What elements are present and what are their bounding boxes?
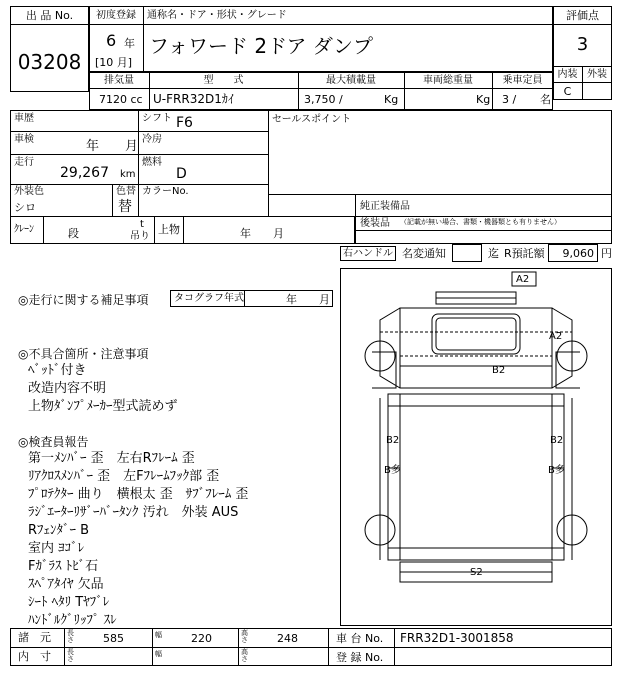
crane-stage: 段 xyxy=(68,227,79,240)
max-load-value: 3,750 / xyxy=(304,93,343,106)
exterior-label: 外装 xyxy=(587,69,607,80)
height-value: 248 xyxy=(277,632,298,645)
fuel-value: D xyxy=(176,166,187,182)
due-label: 迄 xyxy=(488,247,499,260)
ext-color-label: 外装色 xyxy=(14,186,44,197)
mark-front-right: A2 xyxy=(549,331,563,342)
inner-dims-label: 内 寸 xyxy=(18,650,51,663)
gross-weight-label: 車両総重量 xyxy=(423,75,473,86)
inspection-label: 車検 xyxy=(14,134,34,145)
height-label: 高さ xyxy=(241,629,248,644)
aftermarket-label: 後装品 xyxy=(360,218,390,229)
ac-label: 冷房 xyxy=(142,134,162,145)
history-label: 車歴 xyxy=(14,113,34,124)
sales-point-label: セールスポイント xyxy=(272,114,352,125)
interior-label: 内装 xyxy=(557,69,578,80)
shift-label: シフト xyxy=(142,113,172,124)
score-label: 評価点 xyxy=(566,9,599,22)
name-change-label: 名変通知 xyxy=(402,247,446,260)
lot-label: 出 品 No. xyxy=(25,9,74,22)
inspector-line: ﾗｼﾞｴｰﾀｰﾘｻﾞｰﾊﾞｰﾀﾝｸ 汚れ 外装 AUS xyxy=(28,505,239,520)
model-name: フォワード 2ドア ダンプ xyxy=(149,34,374,58)
driving-notes-title: ◎走行に関する補足事項 xyxy=(18,293,149,307)
upper-label: 上物 xyxy=(158,223,180,236)
inspector-line: ﾌﾟﾛﾃｸﾀｰ 曲り 横根太 歪 ｻﾌﾞﾌﾚｰﾑ 歪 xyxy=(28,487,249,502)
reg-year-unit: 年 xyxy=(124,37,135,50)
inspector-line: 第一ﾒﾝﾊﾞｰ 歪 左右Rﾌﾚｰﾑ 歪 xyxy=(28,451,195,466)
dims-label: 諸 元 xyxy=(18,631,51,644)
crane-hang: 吊り xyxy=(130,231,150,242)
defects-title: ◎不具合箇所・注意事項 xyxy=(18,347,149,361)
fuel-label: 燃料 xyxy=(142,157,162,168)
lot-number: 03208 xyxy=(17,50,82,74)
inner-height-label: 高さ xyxy=(241,648,248,663)
mark-cab-center: B2 xyxy=(492,365,506,376)
aftermarket-note: （記載が無い場合、書類・機器類とも有りません） xyxy=(400,218,561,226)
inspection-value: 年 月 xyxy=(86,139,139,154)
inspector-title: ◎検査員報告 xyxy=(18,435,89,449)
inspector-line: Fｶﾞﾗｽ ﾄﾋﾞ石 xyxy=(28,559,99,574)
tacho-label: タコグラフ年式 xyxy=(174,293,244,304)
chassis-number: FRR32D1-3001858 xyxy=(400,631,514,645)
upper-date: 年 月 xyxy=(240,227,284,240)
mileage-value: 29,267 xyxy=(60,165,109,181)
capacity-unit: 名 xyxy=(540,93,551,106)
reg-year: 6 xyxy=(106,31,117,50)
reg-month: [10 月] xyxy=(95,56,133,69)
inner-width-label: 幅 xyxy=(155,650,162,658)
name-change-box xyxy=(452,244,482,262)
tacho-date: 年 月 xyxy=(286,293,330,306)
ext-color: シロ xyxy=(14,201,36,214)
color-change-label: 色替 xyxy=(116,186,136,197)
mileage-label: 走行 xyxy=(14,157,34,168)
displacement-value: 7120 cc xyxy=(99,93,143,106)
color-change: 替 xyxy=(118,199,132,215)
capacity-value: 3 / xyxy=(502,93,517,106)
inspector-line: ﾘｱｸﾛｽﾒﾝﾊﾞｰ 歪 左Fﾌﾚｰﾑﾌｯｸ部 歪 xyxy=(28,469,220,484)
inspector-line: ｼｰﾄ ﾍﾀﾘ Tﾔﾌﾞﾚ xyxy=(28,595,110,610)
type-code: U-FRR32D1ｶｲ xyxy=(153,92,234,106)
rhd-label: 右ハンドル xyxy=(343,248,393,259)
mark-left-lower: B多 xyxy=(384,465,401,476)
capacity-label: 乗車定員 xyxy=(502,75,543,86)
inspector-line: ｽﾍﾟｱﾀｲﾔ 欠品 xyxy=(28,577,104,592)
r-deposit-label: R預託額 xyxy=(504,247,545,260)
defect-line: 改造内容不明 xyxy=(28,381,107,396)
inspector-line: 室内 ﾖｺﾞﾚ xyxy=(28,541,85,556)
max-load-unit: Kg xyxy=(384,93,399,106)
color-no-label: カラーNo. xyxy=(142,186,189,197)
mark-rear: S2 xyxy=(470,567,483,578)
reg-no-label: 登 録 No. xyxy=(336,651,384,664)
chassis-label: 車 台 No. xyxy=(336,632,384,645)
width-label: 幅 xyxy=(155,631,162,639)
defect-line: 上物ﾀﾞﾝﾌﾟﾒｰｶｰ型式読めず xyxy=(28,399,178,414)
gross-weight-unit: Kg xyxy=(476,93,491,106)
mark-right-mid: B2 xyxy=(550,435,564,446)
displacement-label: 排気量 xyxy=(104,75,134,86)
score-value: 3 xyxy=(576,34,589,55)
r-deposit-unit: 円 xyxy=(601,247,612,260)
crane-ton: t xyxy=(140,219,144,230)
mark-top-box: A2 xyxy=(516,274,530,285)
shift-value: F6 xyxy=(176,115,193,131)
mark-left-mid: B2 xyxy=(386,435,400,446)
r-deposit-amount: 9,060 xyxy=(562,247,594,260)
mileage-unit: km xyxy=(120,169,136,180)
reg-label: 初度登録 xyxy=(96,10,136,21)
crane-label: ｸﾚｰﾝ xyxy=(14,224,34,235)
mark-right-lower: B多 xyxy=(548,465,565,476)
name-label: 通称名・ドア・形状・グレード xyxy=(147,10,287,21)
std-equipment-label: 純正装備品 xyxy=(360,201,410,212)
inspector-line: ﾊﾝﾄﾞﾙｸﾞﾘｯﾌﾟ ｽﾚ xyxy=(28,613,117,628)
defect-line: ﾍﾞｯﾄﾞ付き xyxy=(28,363,87,378)
length-label: 長さ xyxy=(67,629,74,644)
width-value: 220 xyxy=(191,632,212,645)
interior-grade: C xyxy=(563,85,572,98)
inspector-line: Rﾌｪﾝﾀﾞｰ B xyxy=(28,523,90,538)
max-load-label: 最大積載量 xyxy=(326,75,376,86)
length-value: 585 xyxy=(103,632,124,645)
inner-length-label: 長さ xyxy=(67,648,74,663)
type-label: 型 式 xyxy=(203,75,244,86)
